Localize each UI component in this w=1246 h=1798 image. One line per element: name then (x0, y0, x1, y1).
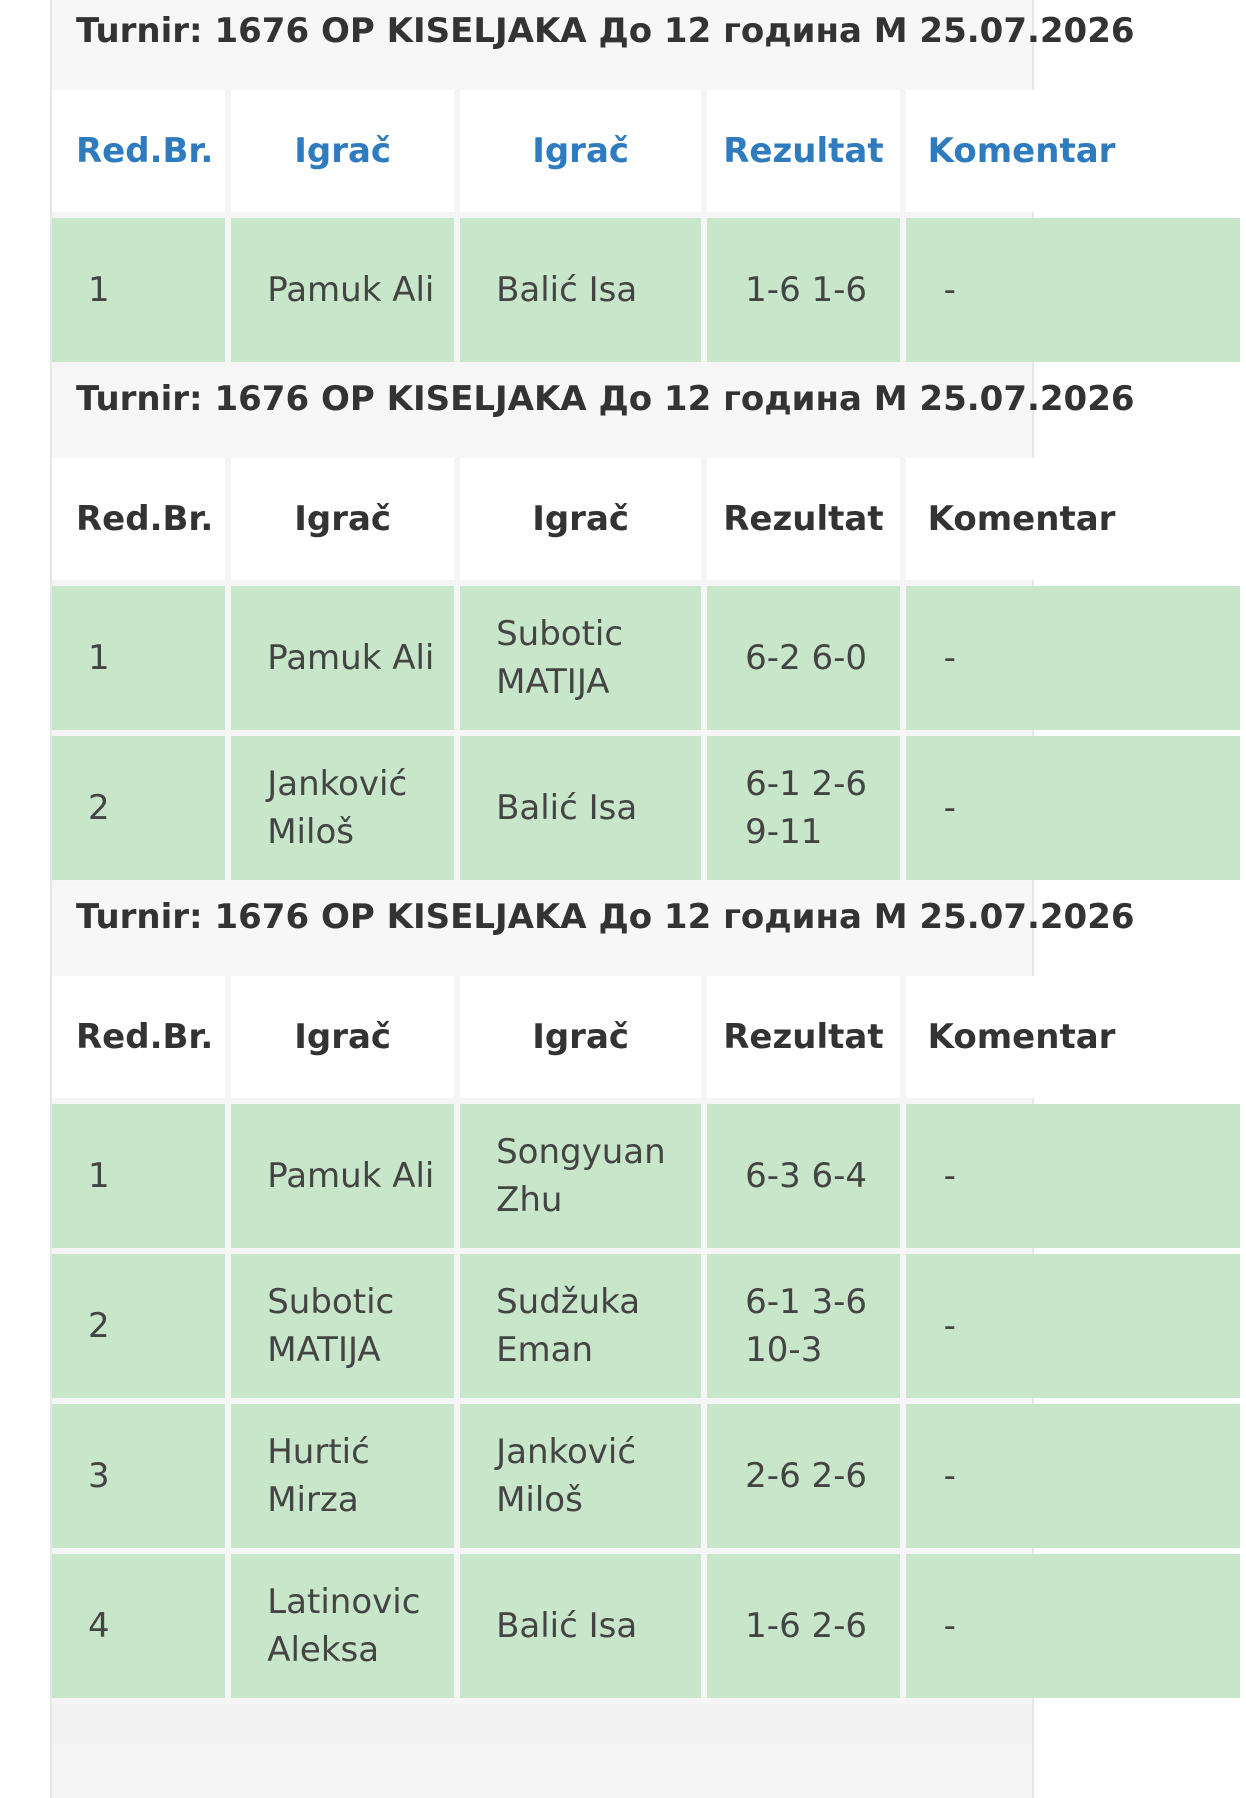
row-number: 1 (52, 586, 225, 730)
row-number: 3 (52, 1404, 225, 1548)
header-komentar: Komentar (906, 976, 1240, 1098)
player-1: Hurtić Mirza (231, 1404, 454, 1548)
player-2: Balić Isa (460, 218, 701, 362)
header-redbr: Red.Br. (52, 458, 225, 580)
player-1: Janković Miloš (231, 736, 454, 880)
header-redbr[interactable]: Red.Br. (52, 90, 225, 212)
match-comment: - (906, 1404, 1240, 1548)
header-igrac-2[interactable]: Igrač (460, 90, 701, 212)
header-rezultat[interactable]: Rezultat (707, 90, 899, 212)
page-bottom (52, 1704, 1032, 1744)
match-score: 1-6 2-6 (707, 1554, 899, 1698)
header-rezultat: Rezultat (707, 458, 899, 580)
player-1: Latinovic Aleksa (231, 1554, 454, 1698)
table-row (52, 218, 1240, 362)
player-2: Sudžuka Eman (460, 1254, 701, 1398)
table-row (52, 1104, 1240, 1248)
header-komentar[interactable]: Komentar (906, 90, 1240, 212)
player-1: Subotic MATIJA (231, 1254, 454, 1398)
tournament-block-3 (52, 886, 1135, 1704)
player-1: Pamuk Ali (231, 1104, 454, 1248)
tournament-title: Turnir: 1676 OP KISELJAKA До 12 година M 25.07.2026 (52, 368, 1032, 458)
match-comment: - (906, 1104, 1240, 1248)
match-score: 1-6 1-6 (707, 218, 899, 362)
player-2: Subotic MATIJA (460, 586, 701, 730)
match-comment: - (906, 1554, 1240, 1698)
tournament-title: Turnir: 1676 OP KISELJAKA До 12 година M 25.07.2026 (52, 886, 1032, 976)
match-comment: - (906, 218, 1240, 362)
match-comment: - (906, 736, 1240, 880)
player-1: Pamuk Ali (231, 586, 454, 730)
match-score: 6-2 6-0 (707, 586, 899, 730)
row-number: 2 (52, 1254, 225, 1398)
results-table (46, 452, 1246, 886)
player-1: Pamuk Ali (231, 218, 454, 362)
header-igrac-2: Igrač (460, 458, 701, 580)
results-table (46, 84, 1246, 368)
results-page (50, 0, 1135, 1798)
results-table (46, 970, 1246, 1704)
row-number: 1 (52, 1104, 225, 1248)
match-score: 6-1 2-6 9-11 (707, 736, 899, 880)
match-comment: - (906, 1254, 1240, 1398)
table-row (52, 1554, 1240, 1698)
header-redbr: Red.Br. (52, 976, 225, 1098)
header-komentar: Komentar (906, 458, 1240, 580)
table-row (52, 586, 1240, 730)
player-2: Balić Isa (460, 736, 701, 880)
header-igrac-1[interactable]: Igrač (231, 90, 454, 212)
match-score: 6-3 6-4 (707, 1104, 899, 1248)
match-score: 2-6 2-6 (707, 1404, 899, 1548)
table-header-row (52, 458, 1240, 580)
header-igrac-2: Igrač (460, 976, 701, 1098)
header-igrac-1: Igrač (231, 458, 454, 580)
player-2: Balić Isa (460, 1554, 701, 1698)
table-header-row (52, 976, 1240, 1098)
table-header-row (52, 90, 1240, 212)
row-number: 2 (52, 736, 225, 880)
table-row (52, 1254, 1240, 1398)
tournament-block-2 (52, 368, 1135, 886)
player-2: Janković Miloš (460, 1404, 701, 1548)
match-score: 6-1 3-6 10-3 (707, 1254, 899, 1398)
header-igrac-1: Igrač (231, 976, 454, 1098)
row-number: 1 (52, 218, 225, 362)
tournament-title: Turnir: 1676 OP KISELJAKA До 12 година M 25.07.2026 (52, 0, 1032, 90)
player-2: Songyuan Zhu (460, 1104, 701, 1248)
row-number: 4 (52, 1554, 225, 1698)
match-comment: - (906, 586, 1240, 730)
tournament-block-1 (52, 0, 1135, 368)
header-rezultat: Rezultat (707, 976, 899, 1098)
table-row (52, 1404, 1240, 1548)
table-row (52, 736, 1240, 880)
